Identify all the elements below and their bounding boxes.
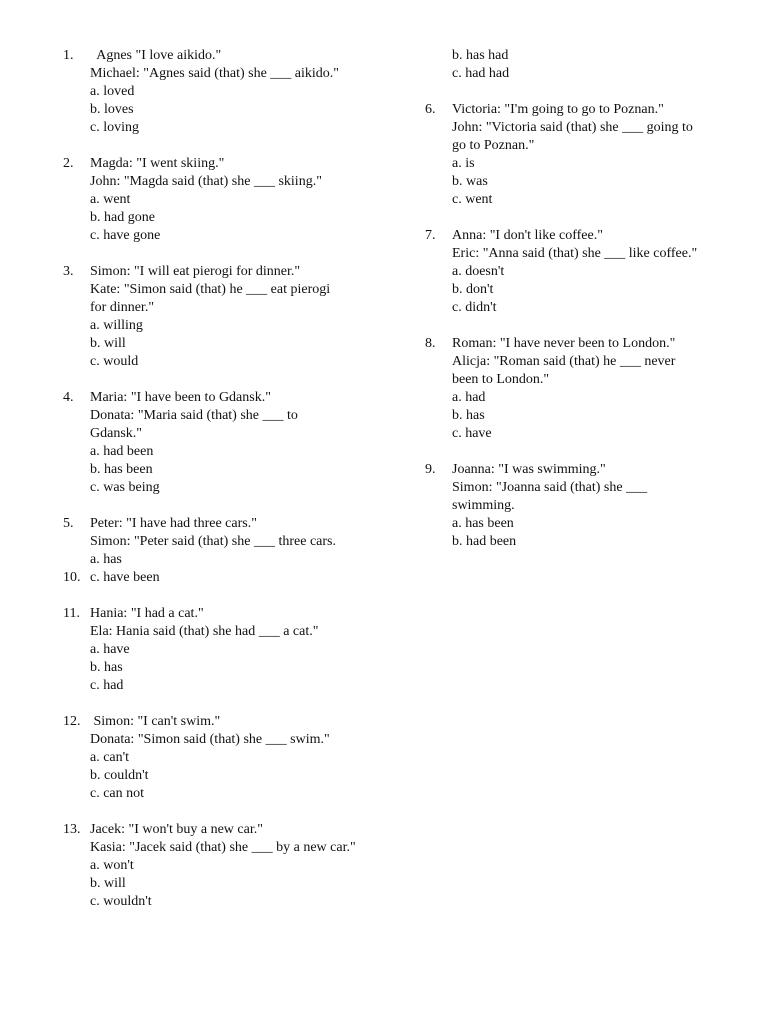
question-line (425, 227, 725, 245)
answer-option: b. had been (452, 534, 517, 549)
answer-option: b. had gone (90, 210, 155, 225)
question-11 (63, 605, 403, 695)
question-5 (63, 515, 403, 569)
question-line (63, 821, 403, 839)
answer-option: a. went (90, 192, 131, 207)
question-number: 7. (425, 228, 436, 243)
question-4 (63, 389, 403, 497)
question-line (63, 263, 403, 281)
answer-option: a. doesn't (452, 264, 505, 279)
question-line (63, 515, 403, 533)
answer-option: b. has been (90, 462, 153, 477)
answer-option: c. had (90, 678, 124, 693)
answer-option: c. loving (90, 120, 139, 135)
question-13 (63, 821, 403, 911)
question-number: 11. (63, 606, 80, 621)
question-line: Michael: "Agnes said (that) she ___ aikido." (90, 66, 339, 81)
question-number: 5. (63, 516, 74, 531)
question-number: 10. (63, 570, 81, 585)
question-line: for dinner." (90, 300, 155, 315)
answer-option: c. wouldn't (90, 894, 152, 909)
question-9 (425, 461, 725, 551)
question-number: 2. (63, 156, 74, 171)
question-prompt: Agnes "I love aikido." (90, 48, 222, 63)
question-number: 4. (63, 390, 74, 405)
answer-option: a. has been (452, 516, 514, 531)
question-line (63, 47, 403, 65)
answer-option: b. has (452, 408, 485, 423)
right-column (425, 47, 725, 551)
answer-option: b. loves (90, 102, 134, 117)
answer-option: a. can't (90, 750, 130, 765)
answer-option: a. has (90, 552, 122, 567)
question-line: John: "Victoria said (that) she ___ going to (452, 120, 693, 135)
question-line: Ela: Hania said (that) she had ___ a cat." (90, 624, 319, 639)
question-prompt: Magda: "I went skiing." (90, 156, 225, 171)
answer-option: a. is (452, 156, 475, 171)
question-number: 3. (63, 264, 74, 279)
answer-option: b. was (452, 174, 488, 189)
question-line (63, 605, 403, 623)
question-line (425, 101, 725, 119)
question-line: Kasia: "Jacek said (that) she ___ by a new car." (90, 840, 356, 855)
answer-option: c. was being (90, 480, 160, 495)
question-line: swimming. (452, 498, 515, 513)
question-prompt: Peter: "I have had three cars." (90, 516, 257, 531)
question-prompt: Simon: "I will eat pierogi for dinner." (90, 264, 301, 279)
question-prompt: Maria: "I have been to Gdansk." (90, 390, 271, 405)
answer-option: b. don't (452, 282, 494, 297)
answer-option: a. have (90, 642, 130, 657)
question-line: Alicja: "Roman said (that) he ___ never (452, 354, 676, 369)
answer-option: c. have gone (90, 228, 161, 243)
question-number: 8. (425, 336, 436, 351)
answer-option: b. will (90, 336, 126, 351)
question-prompt: Jacek: "I won't buy a new car." (90, 822, 263, 837)
question-line (63, 569, 403, 587)
answer-option: c. didn't (452, 300, 497, 315)
answer-option: a. had (452, 390, 486, 405)
question-prompt: Anna: "I don't like coffee." (452, 228, 603, 243)
question-number: 9. (425, 462, 436, 477)
answer-option: a. won't (90, 858, 134, 873)
answer-option: c. can not (90, 786, 145, 801)
left-column (63, 47, 403, 911)
question-prompt: Roman: "I have never been to London." (452, 336, 676, 351)
question-prompt: Joanna: "I was swimming." (452, 462, 606, 477)
question-number: 6. (425, 102, 436, 117)
question-line: Simon: "Joanna said (that) she ___ (452, 480, 648, 495)
question-3 (63, 263, 403, 371)
question-line: John: "Magda said (that) she ___ skiing." (90, 174, 322, 189)
question-line (63, 155, 403, 173)
question-line: go to Poznan." (452, 138, 535, 153)
question-line (425, 461, 725, 479)
answer-option: c. have (452, 426, 492, 441)
question-prompt: Simon: "I can't swim." (90, 714, 221, 729)
question-line: Eric: "Anna said (that) she ___ like coffee." (452, 246, 698, 261)
question-line: Kate: "Simon said (that) he ___ eat pierogi (90, 282, 331, 297)
question-5-continued (425, 47, 725, 83)
question-line: Gdansk." (90, 426, 142, 441)
answer-option: a. loved (90, 84, 135, 99)
question-2 (63, 155, 403, 245)
question-line: been to London." (452, 372, 550, 387)
answer-option: c. had had (452, 66, 510, 81)
question-line (425, 335, 725, 353)
question-number: 1. (63, 48, 74, 63)
question-8 (425, 335, 725, 443)
question-line: Donata: "Simon said (that) she ___ swim." (90, 732, 330, 747)
question-line (63, 713, 403, 731)
answer-option: b. has (90, 660, 123, 675)
question-number: 12. (63, 714, 81, 729)
question-line: Donata: "Maria said (that) she ___ to (90, 408, 298, 423)
question-prompt: Victoria: "I'm going to go to Poznan." (452, 102, 664, 117)
question-1 (63, 47, 403, 137)
answer-option: c. have been (90, 570, 160, 585)
question-10 (63, 569, 403, 587)
answer-option: b. will (90, 876, 126, 891)
answer-option: a. had been (90, 444, 154, 459)
question-prompt: Hania: "I had a cat." (90, 606, 204, 621)
answer-option: b. has had (452, 48, 509, 63)
question-number: 13. (63, 822, 81, 837)
question-12 (63, 713, 403, 803)
question-line (63, 389, 403, 407)
question-line: Simon: "Peter said (that) she ___ three cars. (90, 534, 336, 549)
question-7 (425, 227, 725, 317)
answer-option: c. went (452, 192, 493, 207)
answer-option: b. couldn't (90, 768, 149, 783)
answer-option: a. willing (90, 318, 143, 333)
answer-option: c. would (90, 354, 139, 369)
question-6 (425, 101, 725, 209)
